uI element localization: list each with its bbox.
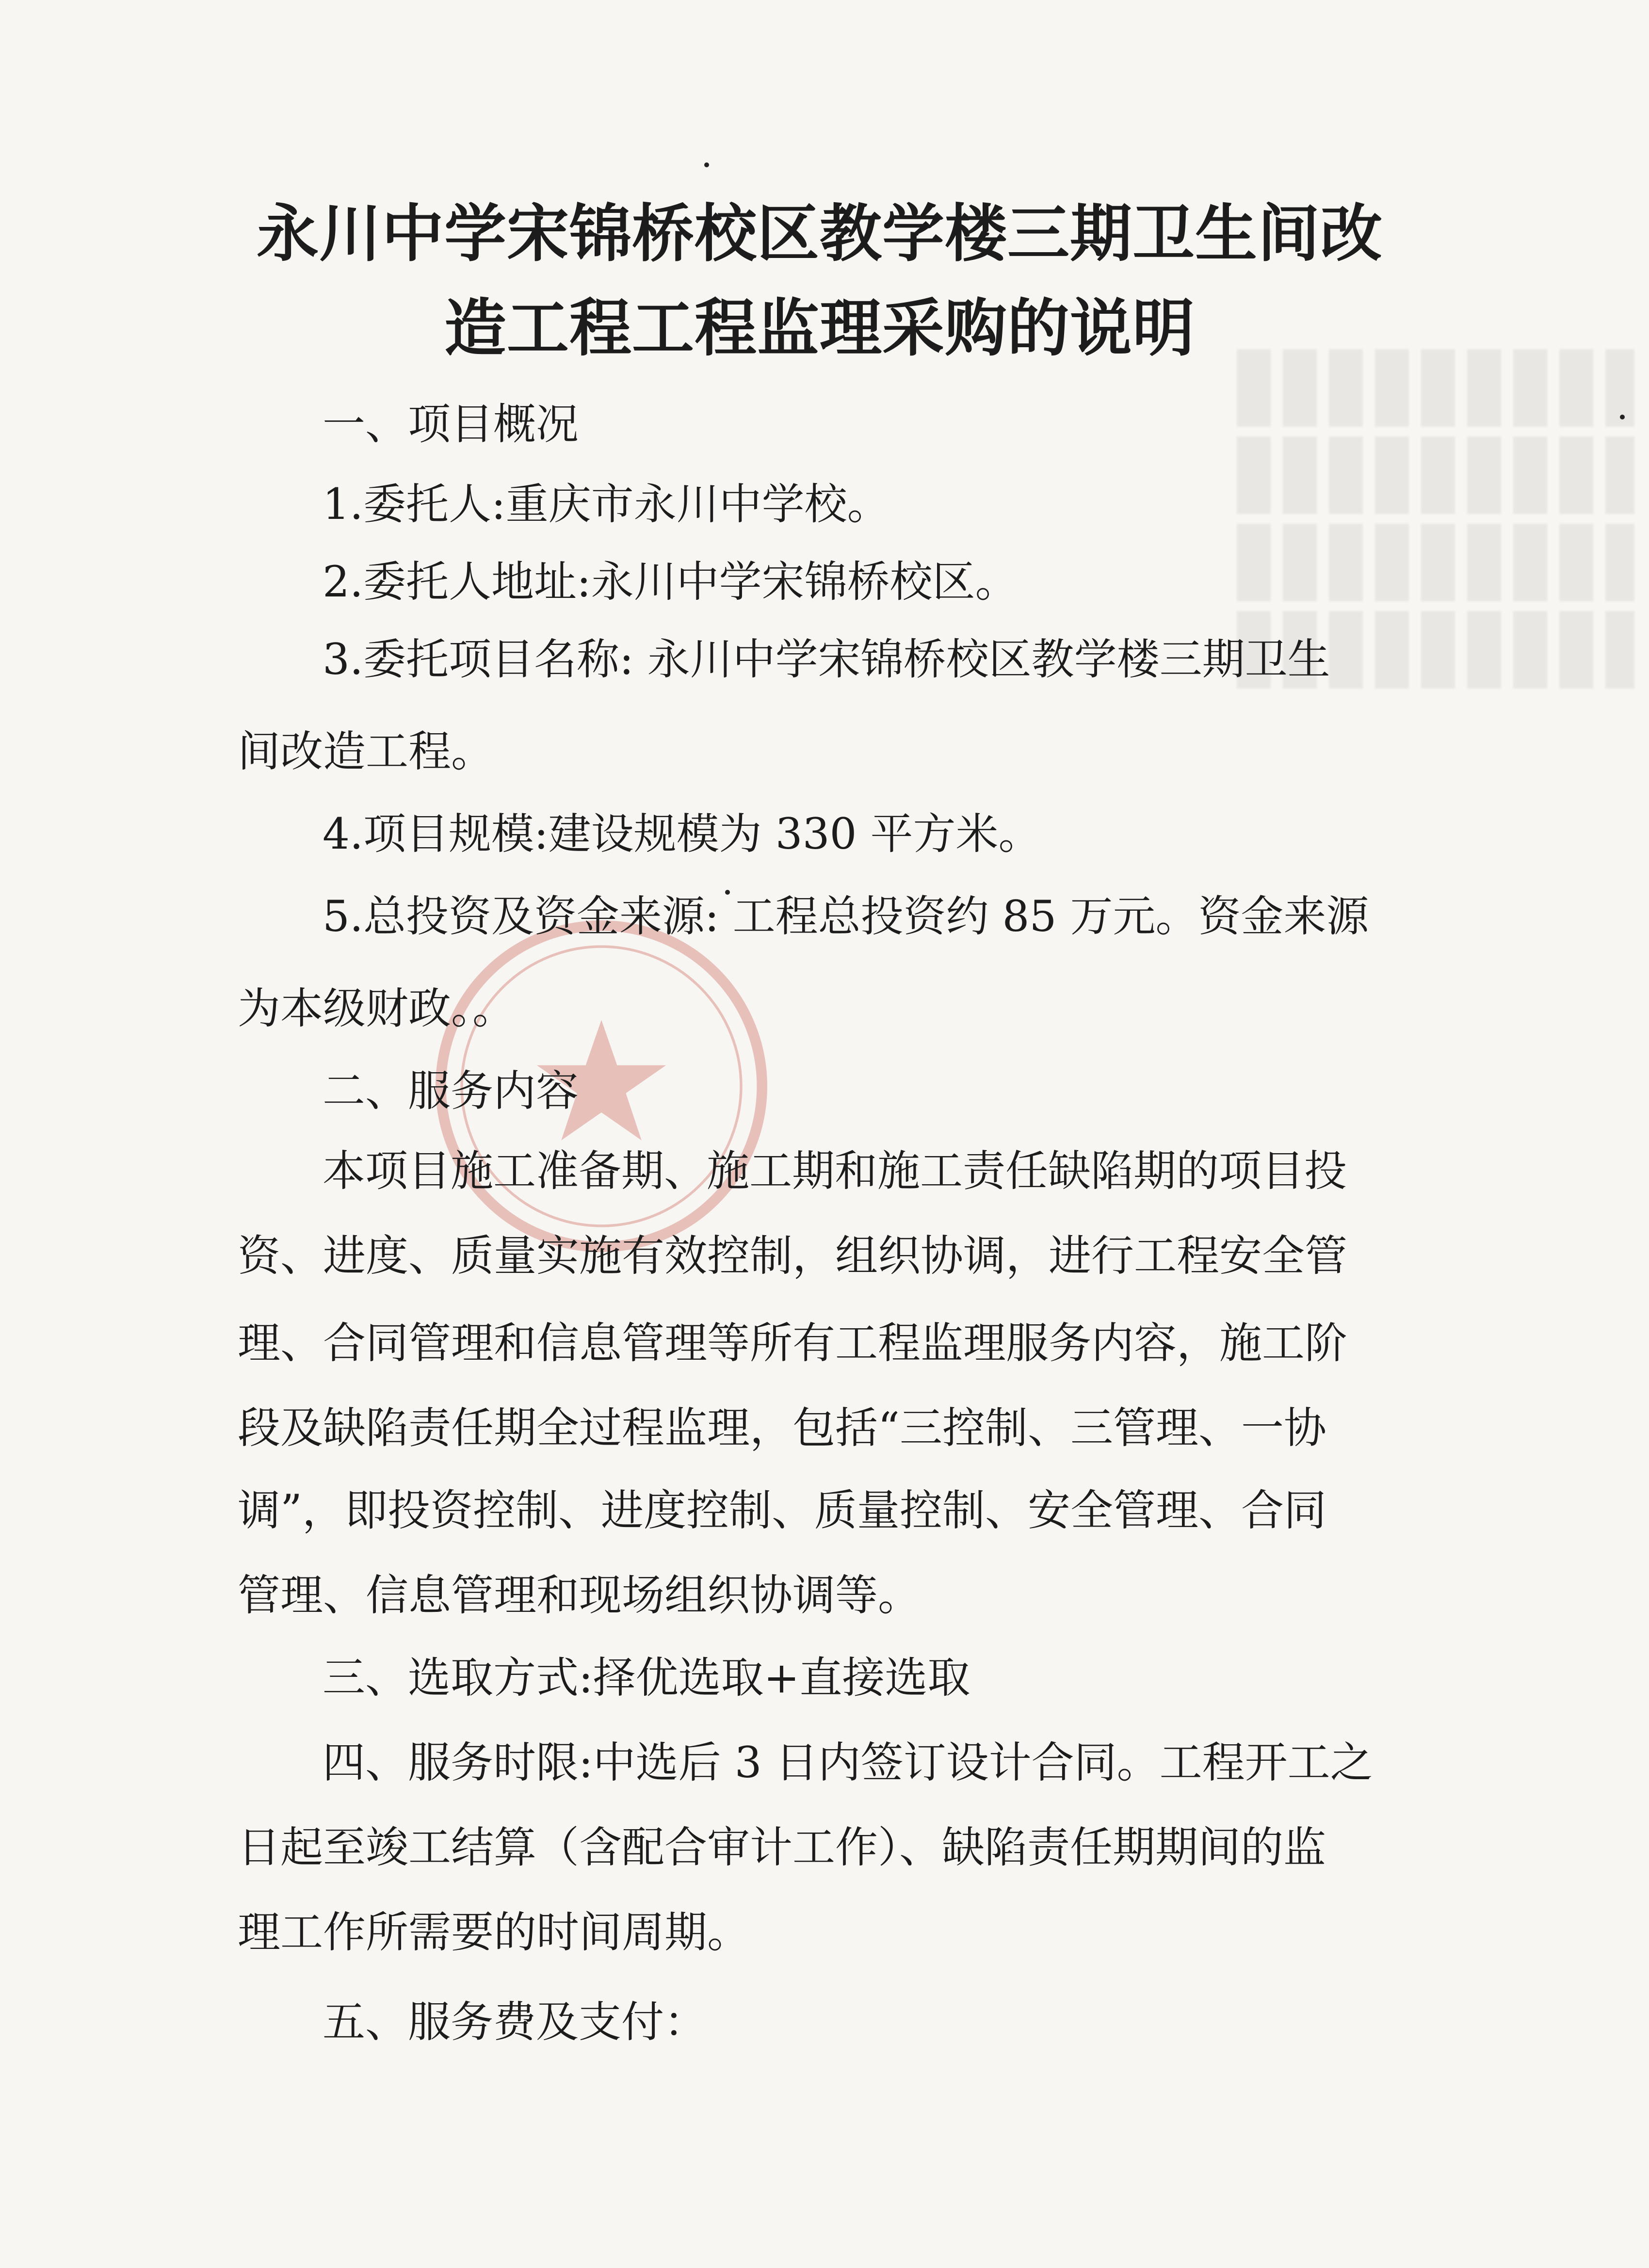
- section-heading-service-fee: 五、服务费及支付：: [323, 1997, 707, 2047]
- item-project-name: 3.委托项目名称: 永川中学宋锦桥校区教学楼三期卫生: [323, 634, 1330, 684]
- paragraph-line: 调”，即投资控制、进度控制、质量控制、安全管理、合同: [238, 1485, 1326, 1535]
- item-project-scale: 4.项目规模:建设规模为 330 平方米。: [323, 809, 1041, 859]
- paragraph-line: 段及缺陷责任期全过程监理，包括“三控制、三管理、一协: [238, 1403, 1326, 1453]
- paragraph-line: 本项目施工准备期、施工期和施工责任缺陷期的项目投: [323, 1146, 1347, 1196]
- item-client: 1.委托人:重庆市永川中学校。: [323, 479, 890, 529]
- section-heading-selection-method: 三、选取方式:择优选取+直接选取: [323, 1653, 970, 1703]
- paragraph-line: 理、合同管理和信息管理等所有工程监理服务内容，施工阶: [238, 1318, 1348, 1368]
- document-title-line-1: 永川中学宋锦桥校区教学楼三期卫生间改: [256, 198, 1383, 270]
- item-project-name-cont: 间改造工程。: [238, 726, 494, 776]
- paragraph-line: 理工作所需要的时间周期。: [238, 1907, 750, 1957]
- paragraph-line: 资、进度、质量实施有效控制，组织协调，进行工程安全管: [238, 1231, 1348, 1281]
- section-heading-overview: 一、项目概况: [323, 399, 579, 449]
- speck: [704, 162, 709, 167]
- item-investment: 5.总投资及资金来源: 工程总投资约 85 万元。资金来源: [323, 891, 1369, 941]
- paragraph-line: 日起至竣工结算（含配合审计工作）、缺陷责任期期间的监: [238, 1822, 1326, 1872]
- section-heading-service-content: 二、服务内容: [323, 1066, 579, 1116]
- item-investment-cont: 为本级财政。。: [238, 983, 516, 1033]
- section-heading-service-period: 四、服务时限:中选后 3 日内签订设计合同。工程开工之: [323, 1737, 1373, 1787]
- document-title-line-2: 造工程工程监理采购的说明: [444, 292, 1195, 365]
- paragraph-line: 管理、信息管理和现场组织协调等。: [238, 1570, 921, 1620]
- item-client-address: 2.委托人地址:永川中学宋锦桥校区。: [323, 557, 1018, 607]
